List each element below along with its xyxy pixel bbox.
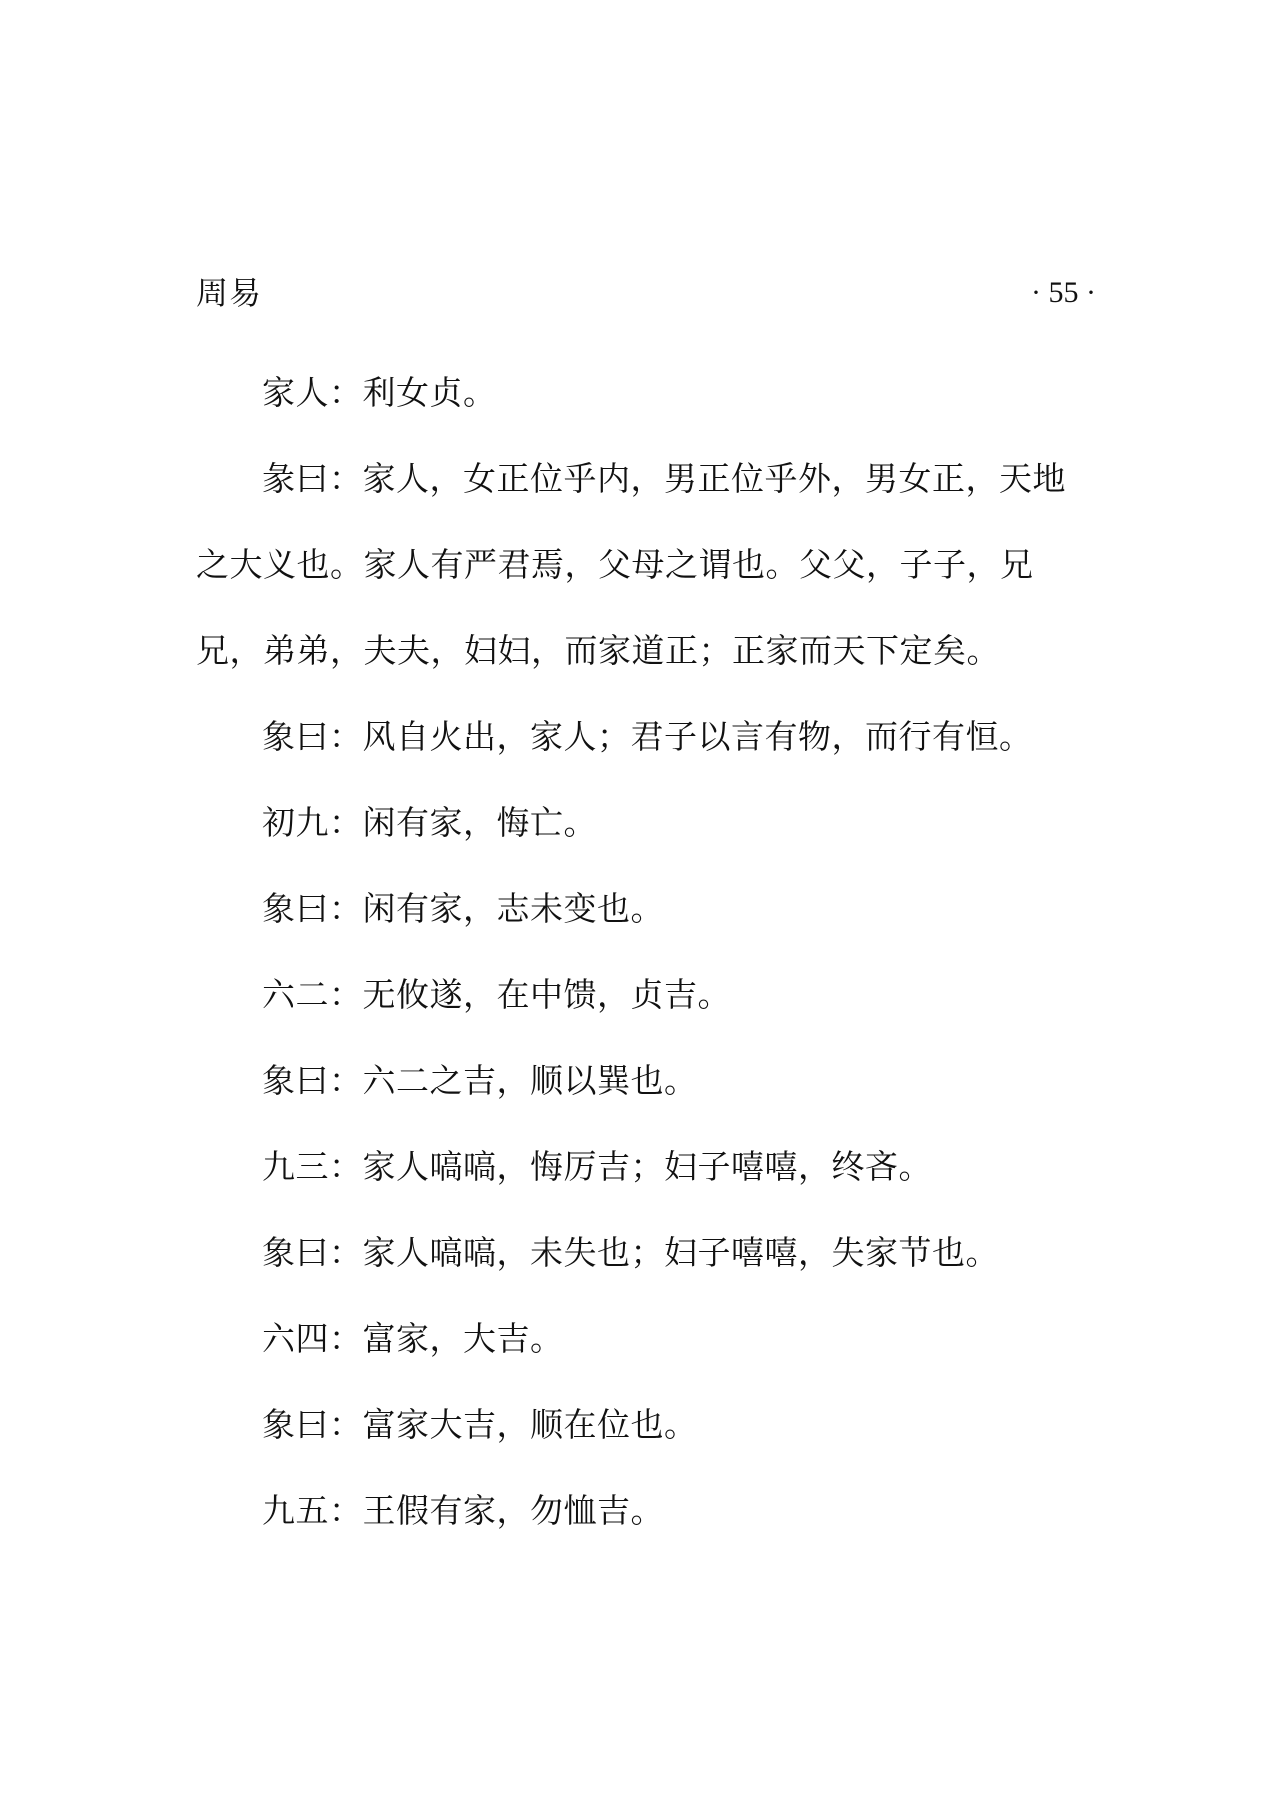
paragraph-jiu-wu: 九五：王假有家，勿恤吉。: [262, 1491, 664, 1530]
paragraph-chu-jiu: 初九：闲有家，悔亡。: [262, 803, 597, 842]
paragraph-chu-jiu-xiang: 象曰：闲有家，志未变也。: [262, 889, 664, 928]
paragraph-jiu-san-xiang: 象曰：家人嗃嗃，未失也；妇子嘻嘻，失家节也。: [262, 1233, 999, 1272]
page-header: [196, 268, 1096, 318]
paragraph-jiu-san: 九三：家人嗃嗃，悔厉吉；妇子嘻嘻，终吝。: [262, 1147, 932, 1186]
paragraph-liu-si-xiang: 象曰：富家大吉，顺在位也。: [262, 1405, 698, 1444]
paragraph-liu-si: 六四：富家，大吉。: [262, 1319, 564, 1358]
paragraph-tuan: 彖曰：家人，女正位乎内，男正位乎外，男女正，天地之大义也。家人有严君焉，父母之谓也。父父，子子，兄兄，弟弟，夫夫，妇妇，而家道正；正家而天下定矣。: [196, 459, 1066, 670]
running-title: 周易: [196, 274, 263, 312]
paragraph-liu-er: 六二：无攸遂，在中馈，贞吉。: [262, 975, 731, 1014]
paragraph-liu-er-xiang: 象曰：六二之吉，顺以巽也。: [262, 1061, 698, 1100]
body-text: [196, 350, 1096, 1554]
paragraph-xiang: 象曰：风自火出，家人；君子以言有物，而行有恒。: [262, 717, 1033, 756]
paragraph-gua-ci: 家人：利女贞。: [262, 373, 497, 412]
page-number: · 55 ·: [1031, 276, 1096, 309]
